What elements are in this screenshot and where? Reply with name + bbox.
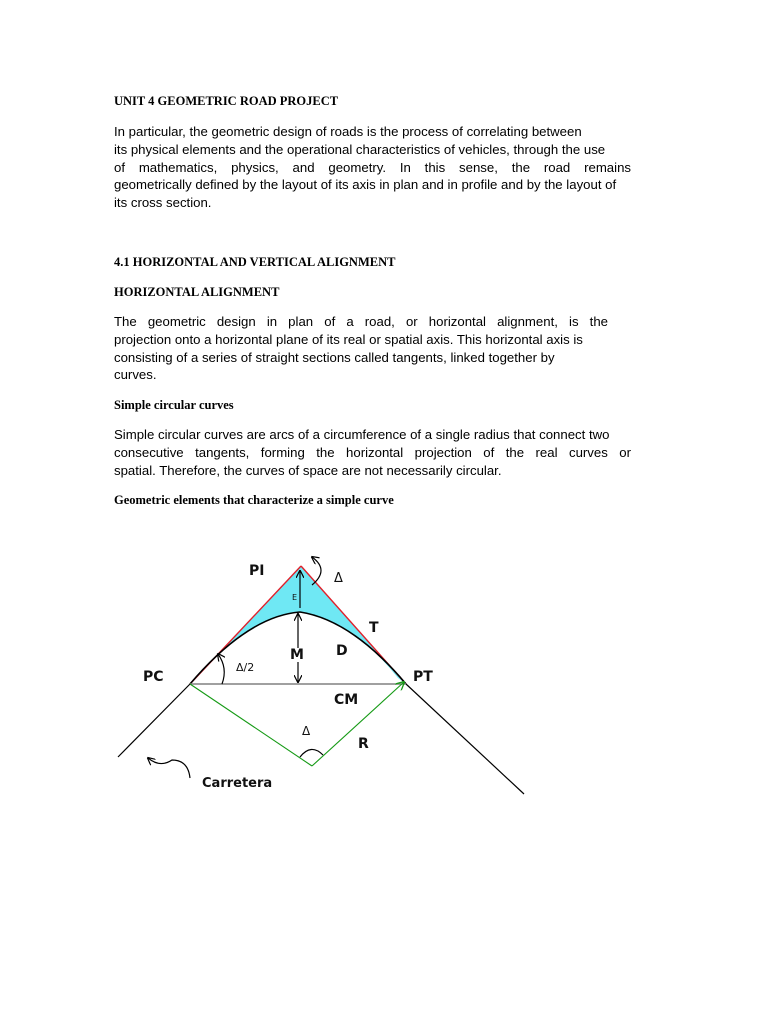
pt-label: PT bbox=[413, 669, 433, 685]
pi-label: PI bbox=[249, 563, 265, 579]
road-tangent-left bbox=[118, 684, 190, 757]
carretera-label: Carretera bbox=[202, 776, 273, 791]
delta-top-label: Δ bbox=[334, 571, 343, 586]
subsection-title: HORIZONTAL ALIGNMENT bbox=[114, 285, 280, 299]
text-line: of mathematics, physics, and geometry. In this sense, the road remains bbox=[114, 159, 631, 175]
half-delta-label: Δ/2 bbox=[236, 661, 255, 674]
text-line: projection onto a horizontal plane of its real or spatial axis. This horizontal axis is bbox=[114, 331, 583, 347]
r-label: R bbox=[358, 736, 369, 752]
e-label: E bbox=[292, 593, 298, 602]
text-line: its physical elements and the operational characteristics of vehicles, through the use bbox=[114, 141, 606, 157]
delta-bottom-label: Δ bbox=[302, 724, 311, 738]
text-line: spatial. Therefore, the curves of space are not necessarily circular. bbox=[114, 462, 502, 478]
pc-label: PC bbox=[143, 669, 164, 685]
t-label: T bbox=[369, 620, 379, 636]
half-angle-arc bbox=[218, 654, 224, 684]
cm-label: CM bbox=[334, 692, 359, 708]
text-line: The geometric design in plan of a road, or horizontal alignment, is the bbox=[114, 314, 608, 329]
text-line: In particular, the geometric design of roads is the process of correlating between bbox=[114, 124, 582, 139]
carretera-pointer bbox=[148, 758, 190, 778]
road-tangent-right bbox=[406, 684, 524, 794]
radius-line-left bbox=[190, 684, 312, 766]
d-label: D bbox=[336, 643, 348, 659]
central-angle-arc bbox=[300, 749, 323, 757]
simple-curves-title: Simple circular curves bbox=[114, 398, 234, 412]
unit-title: UNIT 4 GEOMETRIC ROAD PROJECT bbox=[114, 94, 339, 108]
section-title: 4.1 HORIZONTAL AND VERTICAL ALIGNMENT bbox=[114, 255, 396, 269]
text-line: geometrically defined by the layout of its axis in plan and in profile and by the layout of bbox=[114, 177, 617, 193]
m-label: M bbox=[290, 647, 304, 663]
text-line: consisting of a series of straight sections called tangents, linked together by bbox=[114, 349, 555, 365]
text-line: its cross section. bbox=[114, 195, 212, 211]
text-line: Simple circular curves are arcs of a circumference of a single radius that connect two bbox=[114, 427, 610, 442]
text-line: consecutive tangents, forming the horizontal projection of the real curves or bbox=[114, 444, 631, 460]
elements-title: Geometric elements that characterize a simple curve bbox=[114, 493, 394, 507]
text-line: curves. bbox=[114, 367, 157, 383]
